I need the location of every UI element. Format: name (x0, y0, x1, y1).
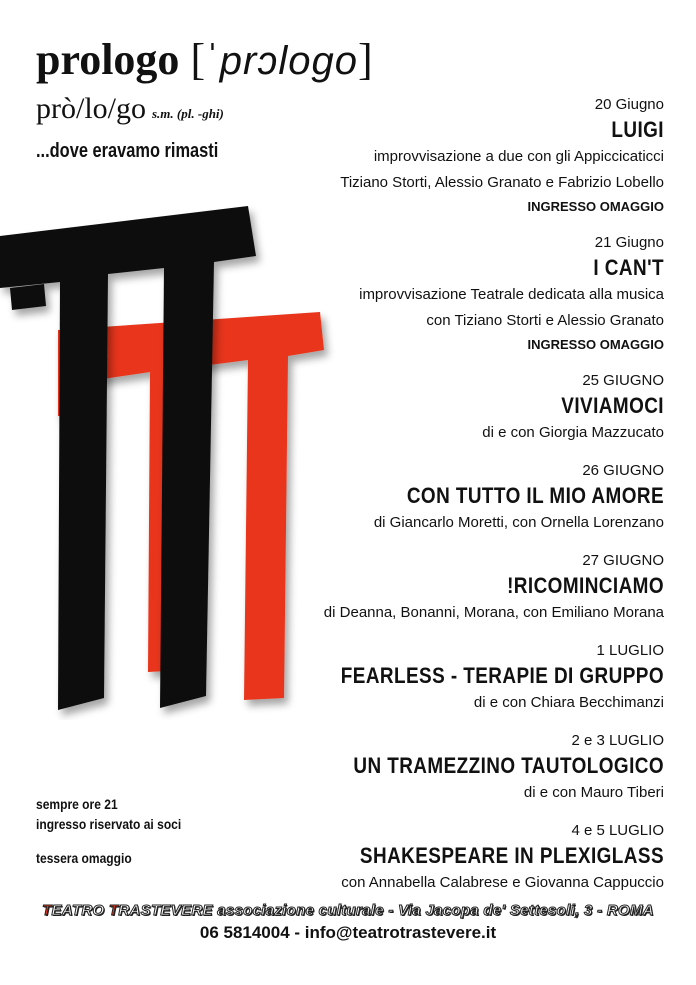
bracket-close: ] (357, 35, 373, 84)
event-date: 21 Giugno (594, 234, 664, 251)
brand-initial-t: T (42, 902, 52, 919)
event-title: UN TRAMEZZINO TAUTOLOGICO (353, 753, 664, 778)
entry-policy: ingresso riservato ai soci (36, 816, 182, 832)
event-title: LUIGI (611, 117, 664, 142)
membership-note: tessera omaggio (36, 850, 132, 866)
black-t-letter (0, 206, 256, 710)
footer-address (0, 902, 696, 919)
footer (0, 902, 696, 943)
event-date: 4 e 5 LUGLIO (571, 822, 664, 839)
event-entry-note: INGRESSO OMAGGIO (527, 199, 664, 214)
grammar-note: s.m. (pl. -ghi) (152, 106, 224, 121)
event-item (234, 730, 664, 806)
event-title: I CAN'T (593, 255, 664, 280)
event-item (234, 94, 664, 218)
event-credits: di Giancarlo Moretti, con Ornella Lorenzano (373, 514, 664, 531)
bracket-open: [ (190, 35, 206, 84)
title-word: prologo (36, 35, 180, 84)
tagline: ...dove eravamo rimasti (36, 140, 219, 162)
event-item (234, 820, 664, 896)
event-credits: con Annabella Calabrese e Giovanna Cappuccio (341, 874, 664, 891)
venue-info (36, 794, 181, 868)
event-credits: di e con Mauro Tiberi (523, 784, 664, 801)
event-title: VIVIAMOCI (561, 393, 664, 418)
dictionary-entry (36, 92, 224, 126)
event-item (234, 460, 664, 536)
page-title (36, 36, 373, 85)
event-date: 27 GIUGNO (582, 552, 664, 569)
event-title: SHAKESPEARE IN PLEXIGLASS (359, 843, 664, 868)
event-date: 26 GIUGNO (582, 462, 664, 479)
brand-initial-t: T (108, 902, 119, 919)
event-credits: di e con Giorgia Mazzucato (482, 424, 664, 441)
event-entry-note: INGRESSO OMAGGIO (527, 337, 664, 352)
event-item (234, 550, 664, 626)
brand-word-1: EATRO (51, 902, 109, 919)
event-credits: di Deanna, Bonanni, Morana, con Emiliano Morana (323, 604, 664, 621)
event-description: improvvisazione a due con gli Appiccicaticci (373, 148, 664, 165)
event-item (234, 232, 664, 356)
brand-word-2: RASTEVERE (118, 902, 213, 919)
contact-info: 06 5814004 - info@teatrotrastevere.it (199, 923, 497, 942)
event-item (234, 370, 664, 446)
event-item (234, 640, 664, 716)
event-title: CON TUTTO IL MIO AMORE (406, 483, 664, 508)
event-description: improvvisazione Teatrale dedicata alla musica (359, 286, 664, 303)
event-title: !RICOMINCIAMO (507, 573, 664, 598)
event-date: 1 LUGLIO (596, 642, 664, 659)
event-date: 2 e 3 LUGLIO (571, 732, 664, 749)
syllabification: prò/lo/go (36, 92, 146, 125)
stress-mark: ˈ (205, 35, 220, 84)
phonetic-transcription: prɔlogo (219, 39, 358, 83)
event-schedule (234, 94, 664, 910)
address-text: associazione culturale - Via Jacopa de' Settesoli, 3 - ROMA (212, 902, 654, 919)
event-date: 25 GIUGNO (582, 372, 664, 389)
event-credits: Tiziano Storti, Alessio Granato e Fabrizio Lobello (340, 174, 664, 191)
event-title: FEARLESS - TERAPIE DI GRUPPO (340, 663, 664, 688)
event-date: 20 Giugno (594, 96, 664, 113)
event-credits: con Tiziano Storti e Alessio Granato (426, 312, 664, 329)
show-time: sempre ore 21 (36, 796, 118, 812)
event-credits: di e con Chiara Becchimanzi (473, 694, 664, 711)
